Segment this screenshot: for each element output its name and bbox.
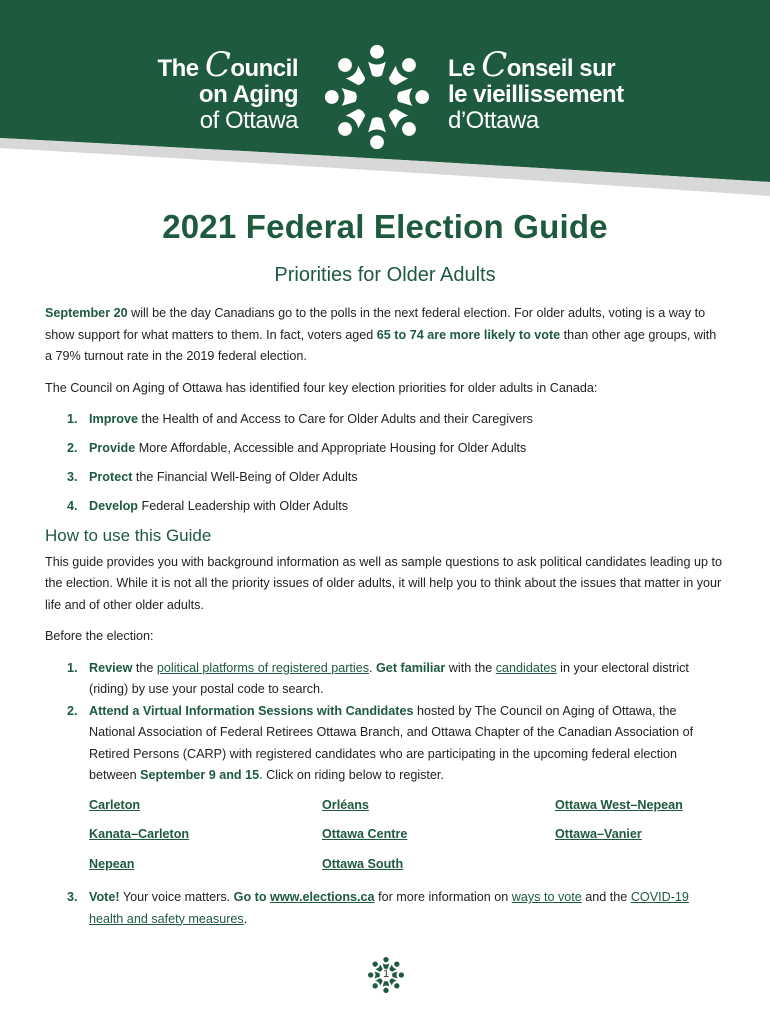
page-subtitle: Priorities for Older Adults <box>274 264 496 286</box>
logo-english: The Council on Aging of Ottawa <box>157 45 298 134</box>
riding-link-carleton[interactable]: Carleton <box>89 797 141 812</box>
riding-link-ottawa-vanier[interactable]: Ottawa–Vanier <box>555 827 642 841</box>
riding-link-ottawa-west-nepean[interactable]: Ottawa West–Nepean <box>555 797 683 812</box>
logo-french: Le Conseil sur le vieillissement d’Ottawa <box>448 45 624 134</box>
priorities-list <box>45 409 725 518</box>
howto-paragraph: This guide provides you with background information as well as sample questions to ask political candidates leading up to the election. While it is not all the priority issues of older adults, it will help you to think about the issues that matter in your life and of other older adults. <box>45 554 722 612</box>
riding-link-kanata-carleton[interactable]: Kanata–Carleton <box>89 827 190 841</box>
howto-heading: How to use this Guide <box>45 526 212 545</box>
before-election-label: Before the election: <box>45 629 154 643</box>
riding-link-ottawa-centre[interactable]: Ottawa Centre <box>322 827 408 841</box>
step-attend: 2. Attend a Virtual Information Sessions with Candidates hosted by The Council on Aging of Ottawa, the National Association of Federal Retirees Ottawa Branch, and Ottawa Chapter of the Canadian Association of Retired Persons (CARP) with registered candidates who are participating in the upcoming federal election between September 9 and 15. Click on riding below to register. <box>67 703 694 782</box>
intro-paragraph: September 20 will be the day Canadians go to the polls in the next federal election. For older adults, voting is a way to show support for what matters to them. In fact, voters aged 65 to 74 are more likely to vote than other age groups, with a 79% turnout rate in the 2019 federal election. <box>45 306 717 363</box>
riding-link-orleans[interactable]: Orléans <box>322 797 369 812</box>
steps-list <box>45 658 725 787</box>
riding-link-ottawa-south[interactable]: Ottawa South <box>322 856 404 871</box>
steps-list-continued <box>45 887 725 930</box>
priority-item: 3. Protect the Financial Well-Being of Older Adults <box>67 470 358 484</box>
elections-ca-link[interactable]: www.elections.ca <box>270 890 375 904</box>
ways-to-vote-link[interactable]: ways to vote <box>511 890 582 904</box>
covid-measures-link[interactable]: COVID-19 health and safety measures <box>89 890 689 926</box>
platforms-link[interactable]: political platforms of registered parties <box>156 660 370 675</box>
ridings-grid <box>89 795 725 884</box>
page-title: 2021 Federal Election Guide <box>162 208 608 245</box>
document-body <box>45 303 725 930</box>
priorities-intro: The Council on Aging of Ottawa has identified four key election priorities for older adults in Canada: <box>45 380 598 395</box>
step-vote: 3. Vote! Your voice matters. Go to www.elections.ca for more information on ways to vote and the COVID-19 health and safety measures. <box>67 890 689 926</box>
step-review: 1. Review the political platforms of registered parties. Get familiar with the candidates in your electoral district (riding) by use your postal code to search. <box>67 660 689 696</box>
priority-item: 2. Provide More Affordable, Accessible and Appropriate Housing for Older Adults <box>67 441 527 455</box>
priority-item: 1. Improve the Health of and Access to Care for Older Adults and their Caregivers <box>67 412 533 426</box>
page-number: 1 <box>382 968 390 980</box>
priority-item: 4. Develop Federal Leadership with Older Adults <box>67 499 349 513</box>
candidates-link[interactable]: candidates <box>495 660 557 675</box>
people-circle-emblem-icon <box>318 38 436 156</box>
riding-link-nepean[interactable]: Nepean <box>89 856 135 871</box>
